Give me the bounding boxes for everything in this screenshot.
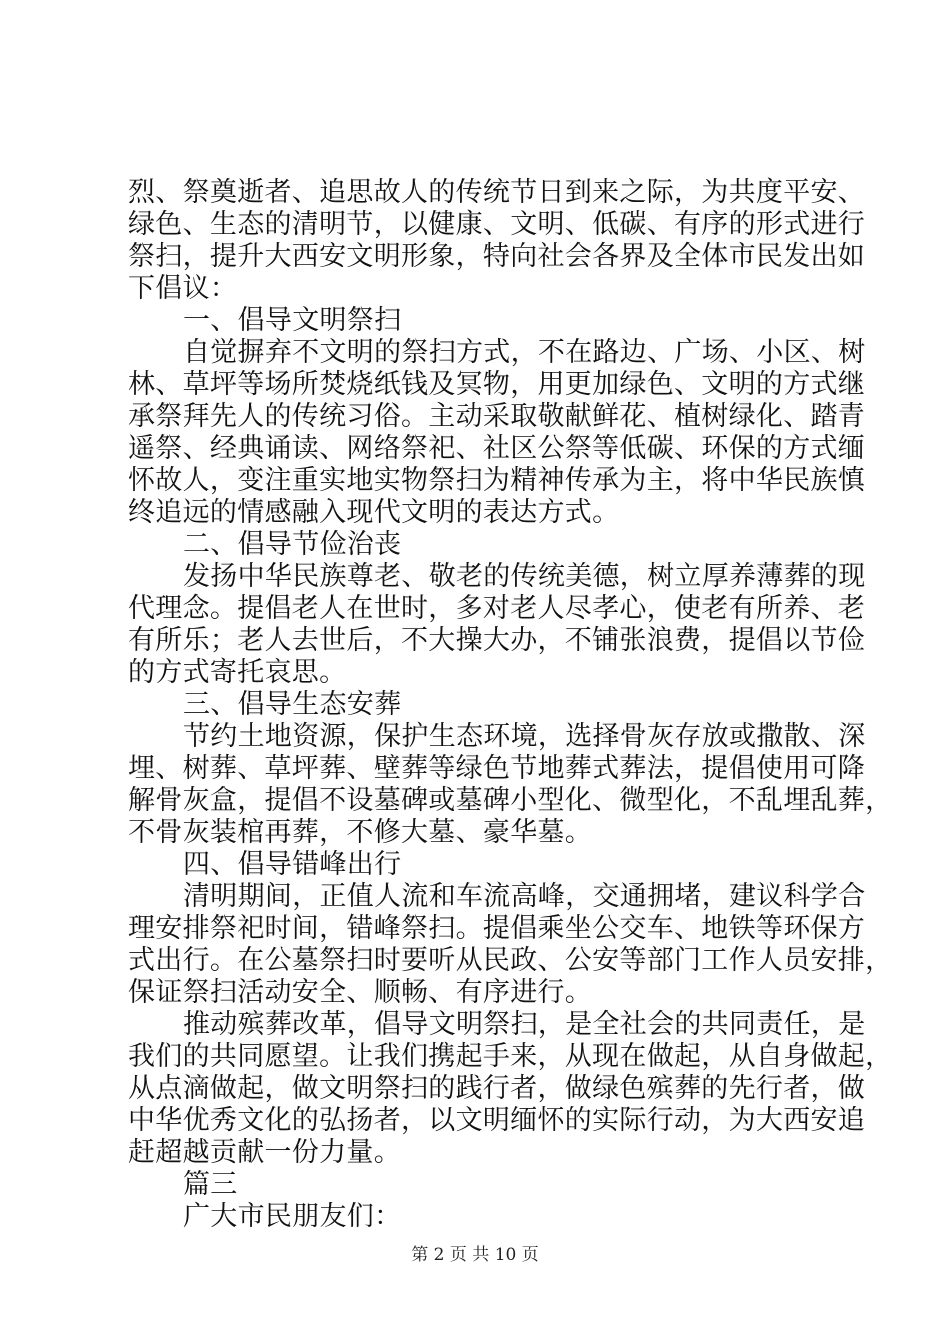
body-text-line: 烈、祭奠逝者、追思故人的传统节日到来之际，为共度平安、 xyxy=(128,177,866,208)
body-text-line: 赶超越贡献一份力量。 xyxy=(128,1137,401,1168)
body-text-line: 终追远的情感融入现代文明的表达方式。 xyxy=(128,497,620,528)
body-text-line: 有所乐；老人去世后，不大操大办，不铺张浪费，提倡以节俭 xyxy=(128,625,866,656)
body-text-line: 林、草坪等场所焚烧纸钱及冥物，用更加绿色、文明的方式继 xyxy=(128,369,866,400)
body-text-line: 的方式寄托哀思。 xyxy=(128,657,347,688)
body-text-line: 遥祭、经典诵读、网络祭祀、社区公祭等低碳、环保的方式缅 xyxy=(128,433,866,464)
paragraph-first-line: 节约土地资源，保护生态环境，选择骨灰存放或撒散、深 xyxy=(183,721,866,752)
section-title: 篇三 xyxy=(183,1169,238,1200)
body-text-line: 理安排祭祀时间，错峰祭扫。提倡乘坐公交车、地铁等环保方 xyxy=(128,913,866,944)
paragraph-first-line: 发扬中华民族尊老、敬老的传统美德，树立厚养薄葬的现 xyxy=(183,561,866,592)
paragraph-first-line: 推动殡葬改革，倡导文明祭扫，是全社会的共同责任，是 xyxy=(183,1009,866,1040)
section-heading: 一、倡导文明祭扫 xyxy=(183,305,402,336)
body-text-line: 从点滴做起，做文明祭扫的践行者，做绿色殡葬的先行者，做 xyxy=(128,1073,866,1104)
section-heading: 三、倡导生态安葬 xyxy=(183,689,402,720)
body-text-line: 不骨灰装棺再葬，不修大墓、豪华墓。 xyxy=(128,817,593,848)
body-text-line: 保证祭扫活动安全、顺畅、有序进行。 xyxy=(128,977,593,1008)
body-text-line: 我们的共同愿望。让我们携起手来，从现在做起，从自身做起， xyxy=(128,1041,893,1072)
body-text-line: 中华优秀文化的弘扬者，以文明缅怀的实际行动，为大西安追 xyxy=(128,1105,866,1136)
body-text-line: 代理念。提倡老人在世时，多对老人尽孝心，使老有所养、老 xyxy=(128,593,866,624)
body-text-line: 解骨灰盒，提倡不设墓碑或墓碑小型化、微型化，不乱埋乱葬， xyxy=(128,785,893,816)
section-heading: 二、倡导节俭治丧 xyxy=(183,529,402,560)
body-text-line: 祭扫，提升大西安文明形象，特向社会各界及全体市民发出如 xyxy=(128,241,866,272)
body-text-line: 下倡议： xyxy=(128,273,238,304)
body-text-line: 式出行。在公墓祭扫时要听从民政、公安等部门工作人员安排， xyxy=(128,945,893,976)
body-text-line: 怀故人，变注重实地实物祭扫为精神传承为主，将中华民族慎 xyxy=(128,465,866,496)
paragraph-first-line: 自觉摒弃不文明的祭扫方式，不在路边、广场、小区、树 xyxy=(183,337,866,368)
body-text-line: 绿色、生态的清明节，以健康、文明、低碳、有序的形式进行 xyxy=(128,209,866,240)
paragraph-first-line: 清明期间，正值人流和车流高峰，交通拥堵，建议科学合 xyxy=(183,881,866,912)
salutation: 广大市民朋友们： xyxy=(183,1201,402,1232)
body-text-line: 埋、树葬、草坪葬、壁葬等绿色节地葬式葬法，提倡使用可降 xyxy=(128,753,866,784)
section-heading: 四、倡导错峰出行 xyxy=(183,849,402,880)
page-footer: 第 2 页 共 10 页 xyxy=(411,1245,539,1265)
body-text-line: 承祭拜先人的传统习俗。主动采取敬献鲜花、植树绿化、踏青 xyxy=(128,401,866,432)
